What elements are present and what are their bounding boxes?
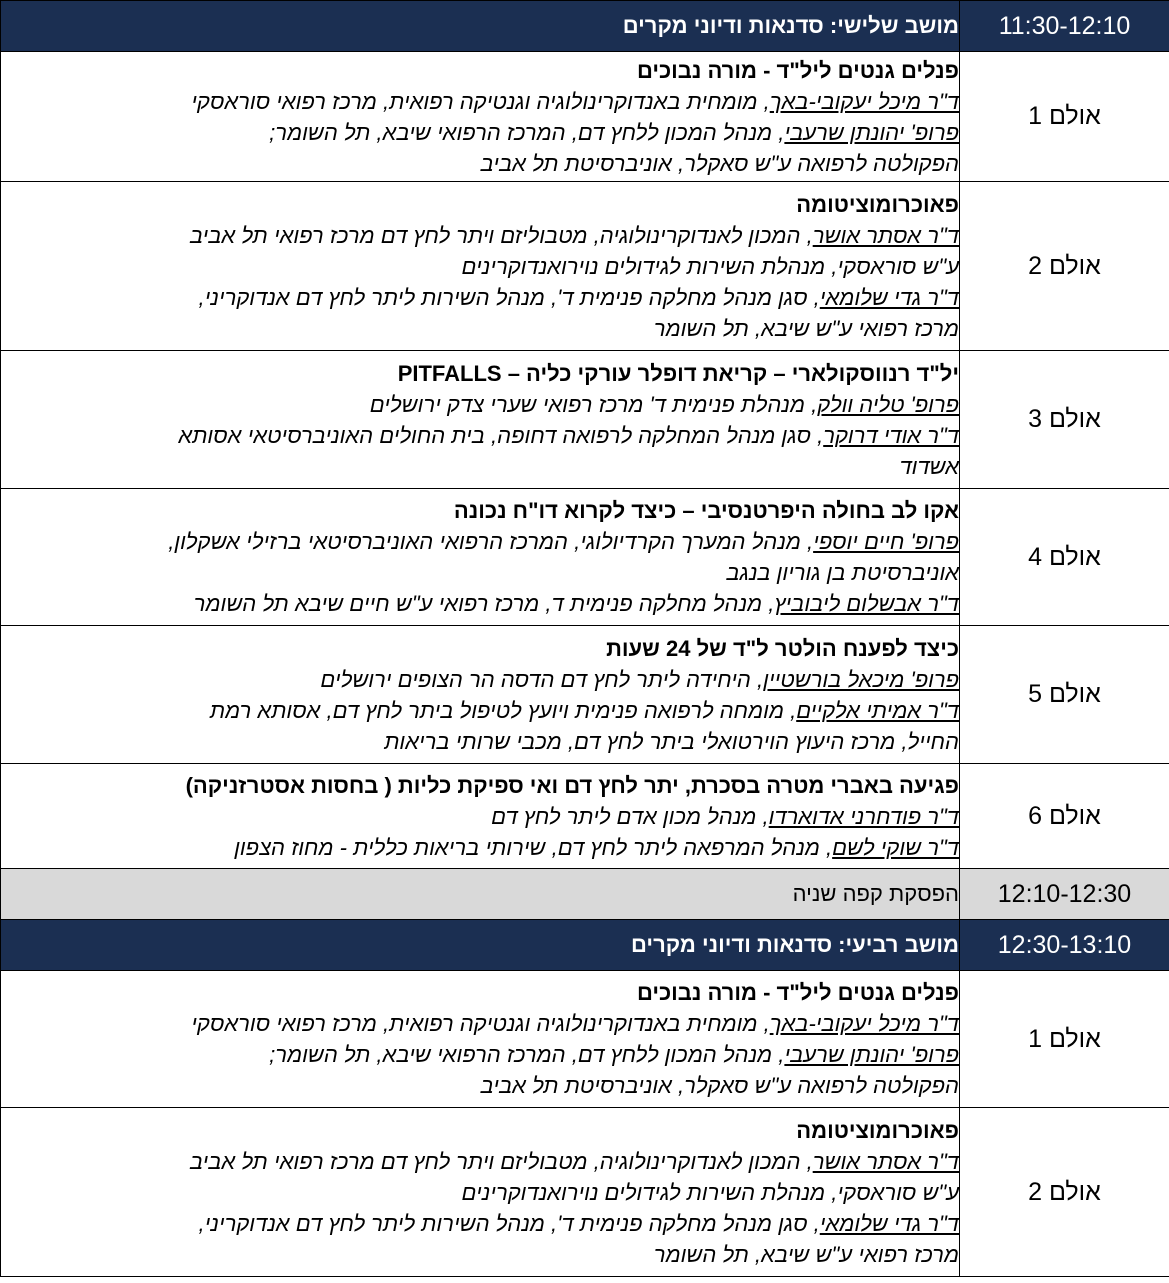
speaker-name: פרופ' חיים יוספי xyxy=(813,529,959,554)
speaker-name: פרופ' טליה וולק xyxy=(817,391,959,417)
speaker-line xyxy=(1,1039,959,1070)
speaker-line xyxy=(1,420,959,451)
hall-row xyxy=(1,489,1169,626)
workshop-topic: יל"ד רנווסקולארי – קריאת דופלר עורקי כליה – PITFALLS xyxy=(397,360,959,386)
speaker-affiliation: , מנהל מחלקה פנימית ד, מרכז רפואי ע"ש חיים שיבא תל השומר xyxy=(193,591,775,616)
hall-row xyxy=(1,182,1169,351)
speaker-name: פרופ' מיכאל בורשטיין xyxy=(763,666,959,692)
hall-label: אולם 6 xyxy=(960,764,1169,869)
speaker-line xyxy=(1,1146,959,1177)
speaker-line xyxy=(1,251,959,282)
workshop-cell xyxy=(1,182,960,351)
speaker-affiliation: אשדוד xyxy=(899,453,959,479)
workshop-cell xyxy=(1,1108,960,1277)
hall-row xyxy=(1,1108,1169,1277)
session-title: מושב שלישי: סדנאות ודיוני מקרים xyxy=(1,1,960,52)
speaker-affiliation: , מומחה לרפואה פנימית ויועץ לטיפול ביתר לחץ דם, אסותא רמת xyxy=(209,697,797,723)
speaker-name: ד"ר אסתר אושר xyxy=(812,1148,959,1174)
break-row xyxy=(1,869,1169,920)
speaker-affiliation: , מומחית באנדוקרינולוגיה וגנטיקה רפואית, מרכז רפואי סוראסקי xyxy=(191,88,770,114)
session-header-row xyxy=(1,1,1169,52)
speaker-affiliation: , מנהל המכון ללחץ דם, המרכז הרפואי שיבא, תל השומר; xyxy=(269,1042,785,1067)
workshop-topic: כיצד לפענח הולטר ל"ד של 24 שעות xyxy=(606,635,959,661)
speaker-line xyxy=(1,801,959,832)
speaker-line xyxy=(1,1208,959,1239)
speaker-name: ד"ר שוקי לשם xyxy=(832,834,959,860)
hall-row xyxy=(1,351,1169,489)
speaker-affiliation: , סגן מנהל המחלקה לרפואה דחופה, בית החולים האוניברסיטאי אסותא xyxy=(178,422,824,448)
speaker-affiliation: אוניברסיטת בן גוריון בנגב xyxy=(726,560,959,585)
hall-row xyxy=(1,52,1169,182)
speaker-affiliation: הפקולטה לרפואה ע"ש סאקלר, אוניברסיטת תל אביב xyxy=(480,150,959,176)
session-header-row xyxy=(1,920,1169,971)
workshop-cell xyxy=(1,489,960,626)
hall-label: אולם 1 xyxy=(960,52,1169,182)
speaker-affiliation: ע"ש סוראסקי, מנהלת השירות לגידולים נוירואנדוקרינים xyxy=(461,253,959,279)
workshop-topic: פנלים גנטים ליל"ד - מורה נבוכים xyxy=(636,57,959,83)
speaker-line xyxy=(1,557,959,588)
workshop-topic: פנלים גנטים ליל"ד - מורה נבוכים xyxy=(636,980,959,1005)
speaker-line xyxy=(1,313,959,344)
speaker-line xyxy=(1,451,959,482)
speaker-name: ד"ר אודי דרוקר xyxy=(823,422,959,448)
speaker-line xyxy=(1,148,959,179)
workshop-topic: אקו לב בחולה היפרטנסיבי – כיצד לקרוא דו"ח נכונה xyxy=(453,498,959,523)
speaker-affiliation: מרכז רפואי ע"ש שיבא, תל השומר xyxy=(653,1241,959,1267)
hall-label: אולם 2 xyxy=(960,182,1169,351)
speaker-affiliation: החייל, מרכז היעוץ הוירטואלי ביתר לחץ דם, מכבי שרותי בריאות xyxy=(384,728,959,754)
speaker-affiliation: , המכון לאנדוקרינולוגיה, מטבוליזם ויתר לחץ דם מרכז רפואי תל אביב xyxy=(189,1148,813,1174)
speaker-name: פרופ' יהונתן שרעבי xyxy=(784,1042,959,1067)
session-time: 12:30-13:10 xyxy=(960,920,1169,971)
workshop-topic: פגיעה באברי מטרה בסכרת, יתר לחץ דם ואי ספיקת כליות ( בחסות אסטרזניקה) xyxy=(185,772,959,798)
speaker-name: ד"ר פודחרני אדוארדו xyxy=(768,803,959,829)
session-time: 11:30-12:10 xyxy=(960,1,1169,52)
hall-label: אולם 3 xyxy=(960,351,1169,489)
hall-label: אולם 1 xyxy=(960,971,1169,1108)
hall-label: אולם 5 xyxy=(960,626,1169,764)
workshop-cell xyxy=(1,351,960,489)
speaker-affiliation: הפקולטה לרפואה ע"ש סאקלר, אוניברסיטת תל אביב xyxy=(480,1073,959,1098)
speaker-affiliation: , מנהל המערך הקרדיולוגי, המרכז הרפואי האוניברסיטאי ברזילי אשקלון, xyxy=(168,529,814,554)
speaker-name: ד"ר מיכל יעקובי-באך xyxy=(769,88,959,114)
speaker-line xyxy=(1,389,959,420)
speaker-name: ד"ר גדי שלומאי xyxy=(819,1210,959,1236)
hall-label: אולם 2 xyxy=(960,1108,1169,1277)
speaker-name: ד"ר אבשלום ליבוביץ xyxy=(774,591,959,616)
hall-row xyxy=(1,626,1169,764)
workshop-topic: פאוכרומוציטומה xyxy=(796,191,959,217)
speaker-line xyxy=(1,86,959,117)
speaker-affiliation: ע"ש סוראסקי, מנהלת השירות לגידולים נוירואנדוקרינים xyxy=(461,1179,959,1205)
speaker-name: ד"ר גדי שלומאי xyxy=(819,284,959,310)
workshop-cell xyxy=(1,764,960,869)
speaker-line xyxy=(1,1008,959,1039)
hall-label: אולם 4 xyxy=(960,489,1169,626)
workshop-cell xyxy=(1,971,960,1108)
break-time: 12:10-12:30 xyxy=(960,869,1169,920)
break-title: הפסקת קפה שניה xyxy=(1,869,960,920)
speaker-affiliation: , מנהל המכון ללחץ דם, המרכז הרפואי שיבא, תל השומר; xyxy=(269,119,785,145)
speaker-affiliation: , מנהל המרפאה ליתר לחץ דם, שירותי בריאות כללית - מחוז הצפון xyxy=(234,834,833,860)
speaker-line xyxy=(1,832,959,863)
speaker-line xyxy=(1,220,959,251)
speaker-affiliation: , מומחית באנדוקרינולוגיה וגנטיקה רפואית, מרכז רפואי סוראסקי xyxy=(191,1011,770,1036)
speaker-name: ד"ר אמיתי אלקיים xyxy=(796,697,959,723)
speaker-line xyxy=(1,588,959,619)
speaker-affiliation: , מנהל מכון אדם ליתר לחץ דם xyxy=(491,803,769,829)
speaker-affiliation: , מנהלת פנימית ד' מרכז רפואי שערי צדק ירושלים xyxy=(369,391,818,417)
speaker-affiliation: מרכז רפואי ע"ש שיבא, תל השומר xyxy=(653,315,959,341)
speaker-name: ד"ר אסתר אושר xyxy=(812,222,959,248)
session-title: מושב רביעי: סדנאות ודיוני מקרים xyxy=(1,920,960,971)
hall-row xyxy=(1,764,1169,869)
speaker-affiliation: , סגן מנהל מחלקה פנימית ד', מנהל השירות ליתר לחץ דם אנדוקריני, xyxy=(198,1210,820,1236)
speaker-name: פרופ' יהונתן שרעבי xyxy=(784,119,959,145)
hall-row xyxy=(1,971,1169,1108)
speaker-line xyxy=(1,282,959,313)
speaker-line xyxy=(1,1239,959,1270)
workshop-topic: פאוכרומוציטומה xyxy=(796,1117,959,1143)
speaker-line xyxy=(1,1070,959,1101)
speaker-line xyxy=(1,726,959,757)
speaker-line xyxy=(1,664,959,695)
speaker-name: ד"ר מיכל יעקובי-באך xyxy=(769,1011,959,1036)
speaker-affiliation: , סגן מנהל מחלקה פנימית ד', מנהל השירות ליתר לחץ דם אנדוקריני, xyxy=(198,284,820,310)
speaker-line xyxy=(1,695,959,726)
speaker-line xyxy=(1,117,959,148)
speaker-affiliation: , המכון לאנדוקרינולוגיה, מטבוליזם ויתר לחץ דם מרכז רפואי תל אביב xyxy=(189,222,813,248)
speaker-line xyxy=(1,526,959,557)
speaker-affiliation: , היחידה ליתר לחץ דם הדסה הר הצופים ירושלים xyxy=(320,666,764,692)
workshop-cell xyxy=(1,52,960,182)
workshop-cell xyxy=(1,626,960,764)
speaker-line xyxy=(1,1177,959,1208)
